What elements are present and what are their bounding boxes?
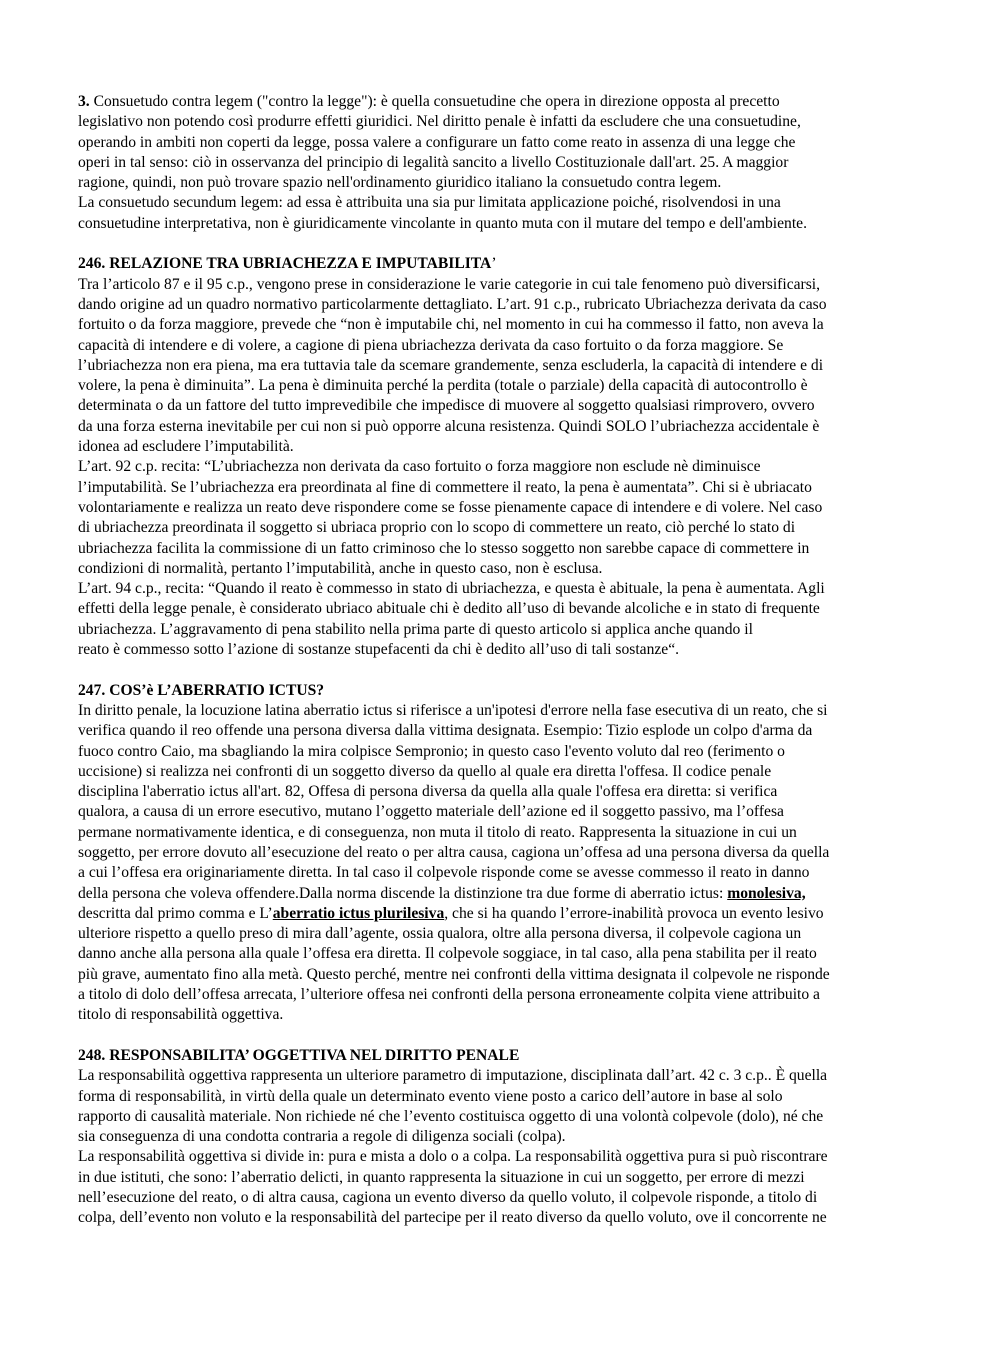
text-line: nell’esecuzione del reato, o di altra causa, cagiona un evento diverso da quello voluto, il colpevole risponde, a titolo di [78, 1189, 818, 1207]
text-line: da una forza esterna inevitabile per cui non si può opporre alcuna resistenza. Quindi SOLO l’ubriachezza accidentale è [78, 417, 820, 435]
section-heading: 247. COS’è L’ABERRATIO ICTUS? [78, 681, 325, 699]
text-line: forma di responsabilità, in virtù della quale un determinato evento viene posto a carico dell’autore in base al solo [78, 1087, 783, 1105]
text-line: verifica quando il reo offende una persona diversa dalla vittima designata. Esempio: Tizio esplode un colpo d'arma da [78, 722, 813, 740]
emphasis-plurilesiva: aberratio ictus plurilesiva [272, 904, 445, 922]
text-line [78, 884, 934, 904]
text-line: La responsabilità oggettiva rappresenta un ulteriore parametro di imputazione, disciplinata dall’art. 42 c. 3 c.p.. È quella [78, 1067, 828, 1085]
text-line: uccisione) si realizza nei confronti di un soggetto diverso da quello al quale era diretta l'offesa. Il codice penale [78, 762, 772, 780]
text-line: rapporto di causalità materiale. Non richiede né che l’evento costituisca oggetto di una volontà colpevole (dolo), né che [78, 1107, 824, 1125]
section-heading: 248. RESPONSABILITA’ OGGETTIVA NEL DIRITTO PENALE [78, 1046, 520, 1064]
document-page [78, 92, 934, 1229]
text-line: determinata o da un fattore del tutto imprevedibile che impedisce di muovere al soggetto qualsiasi rimprovero, ovvero [78, 397, 815, 415]
text-line: sia conseguenza di una condotta contraria a regole di diligenza sociali (colpa). [78, 1128, 566, 1146]
text-line: effetti della legge penale, è considerato ubriaco abituale chi è dedito all’uso di bevande alcoliche e in stato di frequente [78, 600, 820, 618]
section-heading [78, 254, 934, 274]
text-line: danno anche alla persona alla quale l’offesa era diretta. Il colpevole soggiace, in tal caso, alla pena stabilita per il reato [78, 945, 817, 963]
text-line: fuoco contro Caio, ma sbagliando la mira colpisce Sempronio; in questo caso l'evento voluto dal reo (ferimento o [78, 742, 785, 760]
text-line: L’art. 92 c.p. recita: “L’ubriachezza non derivata da caso fortuito o forza maggiore non esclude nè diminuisce [78, 458, 761, 476]
section-247 [78, 681, 934, 1026]
text-line: Consuetudo contra legem ("contro la legge"): è quella consuetudine che opera in direzione opposta al precetto [89, 93, 780, 110]
text-line [78, 904, 934, 924]
text-fragment: descritta dal primo comma e L’ [78, 904, 273, 922]
text-line: fortuito o da forza maggiore, prevede che “non è imputabile chi, nel momento in cui ha commesso il fatto, non aveva la [78, 316, 824, 334]
section-number: 3. [78, 93, 90, 110]
text-line: consuetudine interpretativa, non è giuridicamente vincolante in quanto muta con il mutare del tempo e dell'ambiente. [78, 214, 807, 232]
text-line: titolo di responsabilità oggettiva. [78, 1006, 284, 1024]
text-line: più grave, aumentato fino alla metà. Questo perché, mentre nei confronti della vittima designata il colpevole ne risponde [78, 965, 830, 983]
text-line: condizioni di normalità, pertanto l’imputabilità, anche in questo caso, non è esclusa. [78, 559, 603, 577]
text-line: soggetto, per errore dovuto all’esecuzione del reato o per altra causa, cagiona un’offesa ad una persona diversa da quella [78, 843, 830, 861]
text-line: La responsabilità oggettiva si divide in: pura e mista a dolo o a colpa. La responsabilità oggettiva pura si può riscontrare [78, 1148, 828, 1166]
text-line: ulteriore rispetto a quello preso di mira dall’agente, ossia qualora, oltre alla persona diversa, il colpevole cagiona un [78, 925, 802, 943]
text-line: permane normativamente identica, e di conseguenza, non muta il titolo di reato. Rappresenta la situazione in cui un [78, 823, 797, 841]
text-line: L’art. 94 c.p., recita: “Quando il reato è commesso in stato di ubriachezza, e questa è abituale, la pena è aumentata. Agli [78, 580, 825, 598]
text-fragment: della persona che voleva offendere.Dalla norma discende la distinzione tra due forme di aberratio ictus: [78, 884, 728, 902]
text-line: a titolo di dolo dell’offesa arrecata, l’ulteriore offesa nei confronti della persona erroneamente colpita viene attribuito a [78, 986, 820, 1004]
heading-suffix: ’ [491, 255, 497, 273]
section-3 [78, 92, 934, 234]
text-line: qualora, a causa di un errore esecutivo, mutano l’oggetto materiale dell’azione ed il soggetto passivo, ma l’offesa [78, 803, 784, 821]
text-line: operi in tal senso: ciò in osservanza del principio di legalità sancito a livello Costituzionale dall'art. 25. A maggior [78, 153, 789, 171]
text-line: ubriachezza. L’aggravamento di pena stabilito nella prima parte di questo articolo si applica anche quando il [78, 620, 753, 638]
text-line: di ubriachezza preordinata il soggetto si ubriaca proprio con lo scopo di commettere un reato, ciò perché lo stato di [78, 519, 796, 537]
emphasis-monolesiva: monolesiva, [727, 884, 806, 902]
heading-text: 246. RELAZIONE TRA UBRIACHEZZA E IMPUTABILITA [78, 255, 492, 273]
text-line: colpa, dell’evento non voluto e la responsabilità del partecipe per il reato diverso da quello voluto, ove il concorrente ne [78, 1209, 827, 1227]
text-line: volere, la pena è diminuita”. La pena è diminuita perché la perdita (totale o parziale) della capacità di autocontrollo è [78, 377, 808, 395]
text-line: idonea ad escludere l’imputabilità. [78, 438, 294, 456]
section-246 [78, 254, 934, 660]
paragraph-gap [78, 234, 934, 254]
text-fragment: , che si ha quando l’errore-inabilità provoca un evento lesivo [444, 904, 824, 922]
paragraph-gap [78, 1026, 934, 1046]
text-line: Tra l’articolo 87 e il 95 c.p., vengono prese in considerazione le varie categorie in cui tale fenomeno può diversificarsi, [78, 275, 821, 293]
text-line: La consuetudo secundum legem: ad essa è attribuita una sia pur limitata applicazione poiché, risolvendosi in una [78, 194, 781, 212]
text-line: l’imputabilità. Se l’ubriachezza era preordinata al fine di commettere il reato, la pena è aumentata”. Chi si è ubriacato [78, 478, 812, 496]
text-line: in due istituti, che sono: l’aberratio delicti, in quanto rappresenta la situazione in cui un soggetto, per errore di mezzi [78, 1168, 805, 1186]
text-line: operando in ambiti non coperti da legge, possa valere a configurare un fatto come reato in assenza di una legge che [78, 133, 796, 151]
text-line: a cui l’offesa era originariamente diretta. In tal caso il colpevole risponde come se avesse commesso il reato in danno [78, 864, 810, 882]
text-line: reato è commesso sotto l’azione di sostanze stupefacenti da chi è dedito all’uso di tali sostanze“. [78, 641, 680, 659]
text-line: ragione, quindi, non può trovare spazio nell'ordinamento giuridico italiano la consuetudo contra legem. [78, 174, 722, 192]
text-line: volontariamente e realizza un reato deve rispondere come se fosse pienamente capace di intendere e di volere. Nel caso [78, 498, 823, 516]
text-line: dando origine ad un quadro normativo particolarmente dettagliato. L’art. 91 c.p., rubricato Ubriachezza derivata da caso [78, 295, 827, 313]
text-line: capacità di intendere e di volere, a cagione di piena ubriachezza derivata da caso fortuito o da forza maggiore. Se [78, 336, 784, 354]
text-line: In diritto penale, la locuzione latina aberratio ictus si riferisce a un'ipotesi d'errore nella fase esecutiva di un reato, che si [78, 701, 828, 719]
text-line: disciplina l'aberratio ictus all'art. 82, Offesa di persona diversa da quella alla quale l'offesa era diretta: si verifica [78, 783, 778, 801]
paragraph-gap [78, 660, 934, 680]
section-248 [78, 1046, 934, 1229]
text-line: l’ubriachezza non era piena, ma era tuttavia tale da scemare grandemente, senza escluderla, la capacità di intendere e di [78, 356, 824, 374]
text-line [78, 92, 934, 112]
text-line: ubriachezza facilita la commissione di un fatto criminoso che lo stesso soggetto non sarebbe capace di commettere in [78, 539, 810, 557]
text-line: legislativo non potendo così produrre effetti giuridici. Nel diritto penale è infatti da escludere che una consuetudine, [78, 113, 801, 131]
